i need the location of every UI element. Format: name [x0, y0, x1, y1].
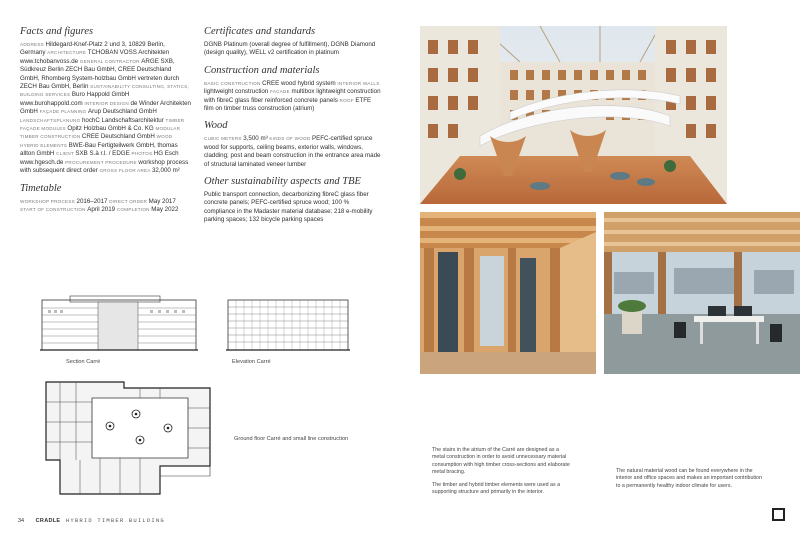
entry-label: INTERIOR WALLS: [337, 80, 380, 86]
entry-value: hochC Landschaftsarchitektur: [81, 116, 166, 124]
entry-value: ETFE film on timber truss construction (atrium): [204, 96, 372, 113]
entry-value: TCHOBAN VOSS Architekten www.tchobanvoss.de: [20, 49, 170, 65]
footer-title: HYBRID TIMBER BUILDING: [65, 517, 165, 524]
entry-label: PHOTOS: [131, 151, 154, 157]
entry-value: April 2019: [87, 205, 117, 213]
entry-value: 2016–2017: [76, 197, 110, 205]
entry-label: GROSS FLOOR AREA: [99, 168, 152, 174]
office-photo: [604, 212, 800, 374]
entry-label: ARCHITECTURE: [47, 50, 88, 56]
entry-value: lightweight construction: [204, 88, 271, 96]
entry-label: COMPLETION: [116, 206, 152, 212]
entry-label: BASIC CONSTRUCTION: [204, 80, 263, 86]
construction-heading: Construction and materials: [204, 64, 320, 76]
entry-label: INTERIOR DESIGN: [84, 100, 131, 106]
section-drawing: [40, 292, 198, 352]
entry-value: ARGE SXB, Südkreuz Berlin ZECH Bau GmbH, CREE Deutschland GmbH, Rhomberg System-holzbau GmbH vertreten durch ZECH Bau GmbH, Berlin: [20, 57, 180, 91]
facts-list: [20, 41, 192, 176]
entry-value: multibox lightweight construction with fibreC glass fiber reinforced concrete panels: [204, 88, 381, 104]
footer-brand: CRADLE: [35, 518, 61, 524]
entry-value: Opitz Holzbau GmbH & Co. KG: [67, 125, 156, 133]
entry-value: HG Esch www.hgesch.de: [20, 150, 179, 166]
elevation-drawing: [226, 296, 350, 352]
construction-list: [204, 80, 382, 114]
footer: [18, 517, 165, 524]
photo-caption-timber-text: The timber and hybrid timber elements were used as a supporting structure and primarily in the interior.: [432, 482, 561, 496]
timetable-list: [20, 198, 192, 215]
entry-value: May 2017: [148, 197, 176, 205]
entry-label: ADDRESS: [20, 42, 46, 47]
entry-value: SXB S.à r.l. / EDGE: [75, 150, 132, 158]
entry-value: PEFC-certified spruce wood for supports, ceiling beams, exterior walls, windows, cladding; post and beam construction in the entrance area made of structural laminated veneer lumber: [204, 135, 381, 168]
photo-caption-office: The natural material wood can be found everywhere in the interior and office spaces and makes an important contribution to a permanently healthy indoor climate for users.: [616, 468, 762, 489]
entry-label: ROOF: [339, 97, 356, 103]
entry-value: Arup Deutschland GmbH: [88, 108, 157, 116]
entry-label: CUBIC METERS: [204, 136, 244, 142]
floor-plan-drawing: [40, 378, 215, 498]
entry-label: FAÇADE PLANNING: [39, 109, 89, 115]
page-number: 34: [18, 518, 25, 524]
entry-label: GENERAL CONTRACTOR: [79, 58, 142, 64]
wood-heading: Wood: [204, 120, 228, 132]
entry-label: MODULAR TIMBER CONSTRUCTION: [20, 126, 181, 140]
timetable-heading: Timetable: [20, 182, 62, 194]
entry-label: WORKSHOP PROCESS: [20, 198, 77, 204]
facts-heading: Facts and figures: [20, 26, 94, 37]
entry-value: de Winder Architekten GmbH: [20, 99, 191, 116]
entry-value: workshop process with subsequent direct order: [20, 158, 189, 175]
entry-label: PROCUREMENT PROCEDURE: [65, 159, 139, 165]
entry-label: DIRECT ORDER: [109, 198, 149, 204]
photo-caption-stairs-text: The stairs in the atrium of the Carré are designed as a metal construction in order to avoid unnecessary material consumption with high timber cross-sections and elaborate metal bracing.: [432, 447, 570, 475]
entry-value: May 2022: [151, 205, 179, 213]
entry-value: Hildegard-Knef-Platz 2 und 3, 10829 Berlin, Germany: [20, 41, 165, 57]
entry-label: TIMBER FAÇADE MODULES: [20, 117, 185, 132]
entry-value: BWE-Bau Fertigteilwerk GmbH, thomas allton GmbH: [20, 141, 178, 158]
photo-caption-stairs: [432, 447, 572, 497]
facts-column: [20, 26, 192, 214]
materials-column: [204, 26, 382, 225]
timber-interior-photo: [420, 212, 596, 374]
entry-value: Buro Happold GmbH www.burohappold.com: [20, 91, 130, 107]
other-heading: Other sustainability aspects and TBE: [204, 176, 361, 188]
corner-box-icon: [772, 508, 785, 521]
entry-label: KINDS OF WOOD: [269, 136, 312, 142]
entry-value: CREE Deutschland GmbH: [81, 133, 157, 141]
entry-label: START OF CONSTRUCTION: [20, 206, 88, 212]
entry-value: CREE wood hybrid system: [262, 79, 338, 87]
entry-label: WOOD HYBRID ELEMENTS: [20, 134, 173, 148]
floor-plan-caption: Ground floor Carré and small line construction: [234, 436, 349, 442]
section-caption: Section Carré: [66, 359, 101, 365]
entry-value: 3,500 m³: [243, 135, 270, 143]
entry-label: LANDSCHAFTSPLANUNG: [20, 117, 82, 123]
certificates-text: DGNB Platinum (overall degree of fulfillment), DGNB Diamond (design quality), WELL v2 certification in platinum: [204, 41, 376, 57]
certificates-heading: Certificates and standards: [204, 26, 316, 37]
entry-label: FACADE: [270, 89, 292, 95]
other-text: Public transport connection, decarbonizing fibreC glass fiber concrete panels; PEFC-certified spruce wood; 100 % compliance in the Madaster material database; 218 e-mobility parking spaces; 132 bicycle parking spaces: [204, 191, 373, 224]
entry-label: SUSTAINABILITY CONSULTING, STATICS, BUILDING SERVICES: [20, 84, 190, 98]
entry-label: CLIENT: [56, 151, 76, 157]
wood-list: [204, 135, 382, 169]
atrium-photo: [420, 26, 727, 204]
entry-value: 32,000 m²: [151, 167, 180, 175]
elevation-caption: Elevation Carré: [232, 359, 271, 365]
